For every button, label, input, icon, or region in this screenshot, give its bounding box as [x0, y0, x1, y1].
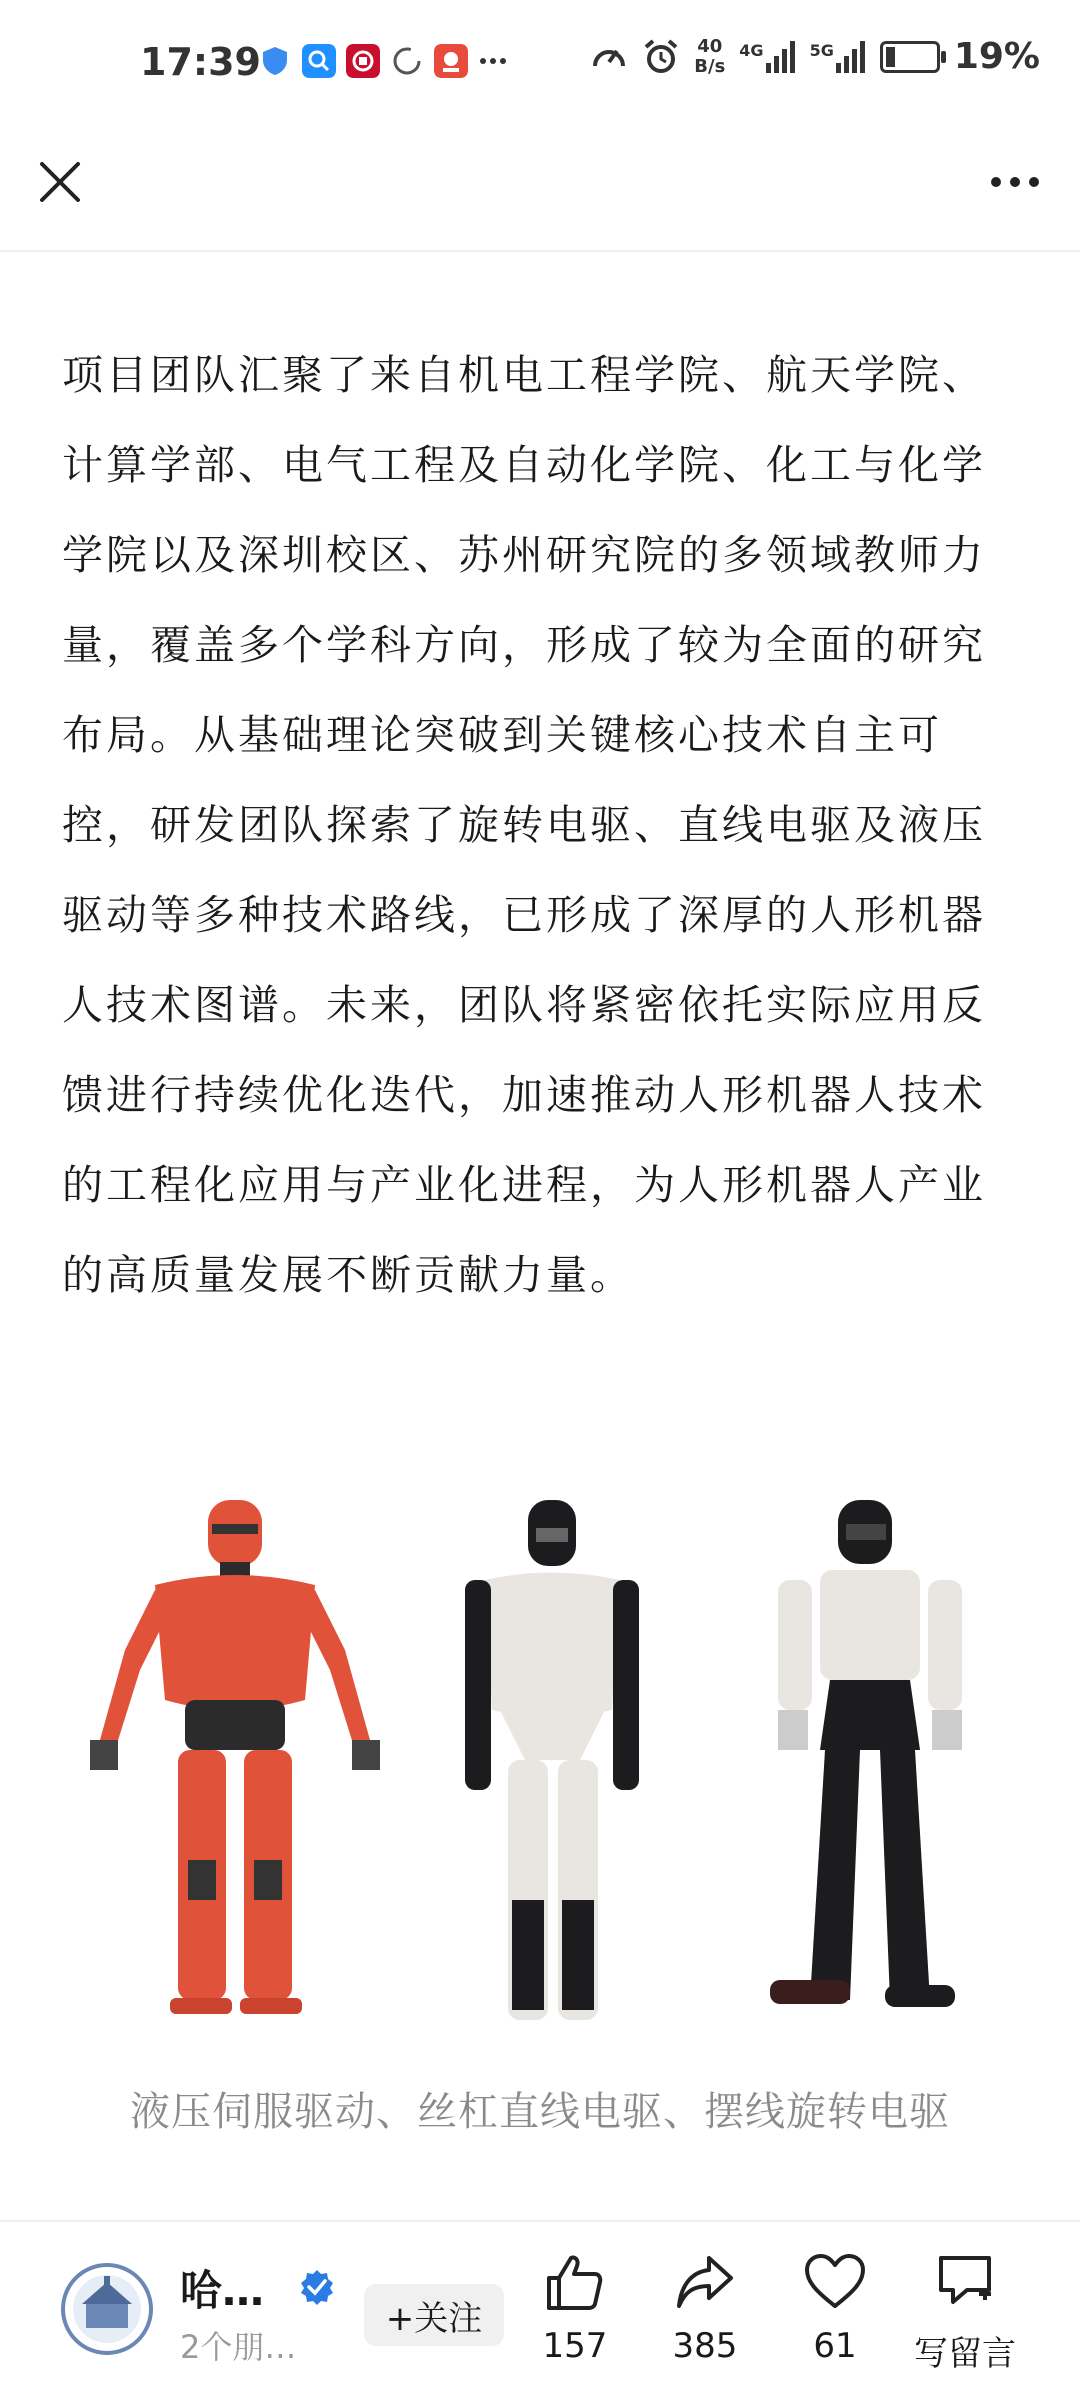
red-app-icon	[434, 44, 468, 78]
alarm-icon	[642, 38, 680, 76]
friends-follow-count: 2个朋…	[180, 2328, 297, 2366]
favorite-button[interactable]	[770, 2252, 900, 2366]
black-robot	[770, 1500, 962, 2007]
favorite-count: 61	[813, 2326, 857, 2366]
share-icon	[673, 2252, 737, 2312]
article-paragraph: 项目团队汇聚了来自机电工程学院、航天学院、计算学部、电气工程及自动化学院、化工与化学学院以及深圳校区、苏州研究院的多领域教师力量，覆盖多个学科方向，形成了较为全面的研究布局。从基础理论突破到关键核心技术自主可控，研发团队探索了旋转电驱、直线电驱及液压驱动等多种技术路线，已形成了深厚的人形机器人技术图谱。未来，团队将紧密依托实际应用反馈进行持续优化迭代，加速推动人形机器人技术的工程化应用与产业化进程，为人形机器人产业的高质量发展不断贡献力量。	[62, 351, 986, 1299]
close-button[interactable]	[30, 152, 90, 212]
sim2-signal: 5G	[810, 41, 866, 73]
account-avatar[interactable]	[60, 2262, 154, 2356]
close-icon	[30, 152, 90, 212]
battery-percent: 19%	[953, 36, 1040, 77]
like-count: 157	[542, 2326, 608, 2366]
share-count: 385	[672, 2326, 738, 2366]
more-button[interactable]	[980, 152, 1050, 212]
loading-ring-icon	[390, 44, 424, 78]
status-bar	[0, 0, 1080, 130]
more-icon	[991, 177, 1001, 187]
shield-icon	[258, 44, 292, 78]
like-button[interactable]	[510, 2252, 640, 2366]
signal-bars-icon	[836, 41, 866, 73]
status-right	[590, 36, 1040, 77]
image-caption: 液压伺服驱动、丝杠直线电驱、摆线旋转电驱	[130, 2089, 950, 2135]
battery-icon	[880, 41, 940, 73]
share-button[interactable]	[640, 2252, 770, 2366]
top-nav	[0, 130, 1080, 252]
speedometer-icon	[590, 38, 628, 76]
net-speed: 40 B/s	[694, 35, 726, 77]
status-time: 17:39	[140, 40, 261, 84]
verified-badge-icon	[298, 2268, 336, 2306]
robots-image[interactable]	[60, 1500, 1020, 2040]
comment-label: 写留言	[914, 2334, 1016, 2374]
search-app-icon	[302, 44, 336, 78]
signal-bars-icon	[766, 41, 796, 73]
sim1-signal: 4G	[739, 41, 795, 73]
follow-button[interactable]: +关注	[364, 2284, 504, 2346]
notification-icons	[258, 44, 508, 78]
comment-icon	[933, 2252, 997, 2312]
account-name[interactable]: 哈…	[180, 2266, 265, 2315]
more-dots-icon	[478, 44, 508, 78]
comment-button[interactable]	[900, 2252, 1030, 2375]
red-robot	[90, 1500, 380, 2014]
bottom-bar	[0, 2220, 1080, 2402]
thumbs-up-icon	[543, 2252, 607, 2312]
white-robot	[465, 1500, 639, 2020]
bank-app-icon	[346, 44, 380, 78]
heart-icon	[803, 2252, 867, 2312]
